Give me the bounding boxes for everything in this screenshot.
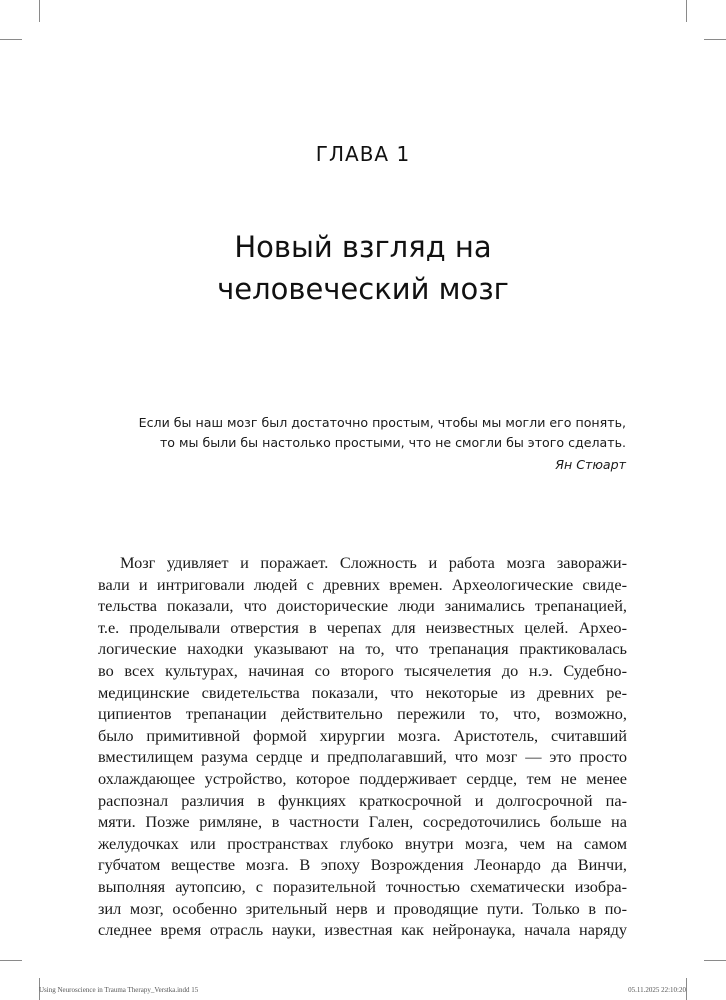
body-line: тельства показали, что доисторические люди занимались трепанацией, xyxy=(98,596,627,616)
body-line: выполняя аутопсию, с поразительной точностью схематически изобра- xyxy=(98,876,627,896)
body-line: следнее время отрасль науки, известная как нейронаука, начала наряду xyxy=(98,920,627,940)
body-line: логические находки указывают на то, что трепанация практиковалась xyxy=(98,639,627,659)
body-line: мяти. Позже римляне, в частности Гален, сосредоточились больше на xyxy=(98,812,627,832)
body-line: губчатом веществе мозга. В эпоху Возрождения Леонардо да Винчи, xyxy=(98,855,627,875)
body-line: охлаждающее устройство, которое поддерживает сердце, тем не менее xyxy=(98,768,627,788)
epigraph xyxy=(100,413,626,475)
epigraph-author: Ян Стюарт xyxy=(555,457,626,472)
body-line: ципиентов трепанации действительно пережили то, что, возможно, xyxy=(98,704,627,724)
crop-mark-left-top xyxy=(0,39,22,40)
body-line: во всех культурах, начиная со второго тысячелетия до н.э. Судебно- xyxy=(98,660,627,680)
chapter-title-line: человеческий мозг xyxy=(217,272,509,306)
footer-file-info: Using Neuroscience in Trauma Therapy_Verstka.indd 15 xyxy=(39,986,199,994)
chapter-label: ГЛАВА 1 xyxy=(315,142,411,166)
body-line: вместилищем разума сердце и предполагавший, что мозг — это просто xyxy=(98,747,627,767)
body-line: т.е. проделывали отверстия в черепах для неизвестных целей. Архео- xyxy=(98,617,627,637)
crop-mark-top-left xyxy=(39,0,40,22)
footer-timestamp: 05.11.2025 22:10:20 xyxy=(628,986,686,994)
crop-mark-bottom-right xyxy=(686,978,687,1000)
body-line: распознал различия в функциях краткосрочной и долгосрочной па- xyxy=(98,790,627,810)
chapter-title xyxy=(0,226,726,310)
crop-mark-right-top xyxy=(704,39,726,40)
body-line: медицинские свидетельства показали, что некоторые из древних ре- xyxy=(98,682,627,702)
body-paragraph xyxy=(98,552,627,941)
body-line: было примитивной формой хирургии мозга. Аристотель, считавший xyxy=(98,725,627,745)
body-line: вали и интриговали людей с древних времен. Археологические свиде- xyxy=(98,574,627,594)
body-line: зил мозг, особенно зрительный нерв и проводящие пути. Только в по- xyxy=(98,898,627,918)
crop-mark-top-right xyxy=(686,0,687,22)
chapter-title-line: Новый взгляд на xyxy=(234,230,492,264)
crop-mark-right-bottom xyxy=(704,960,726,961)
body-line: Мозг удивляет и поражает. Сложность и работа мозга заворажи- xyxy=(120,553,627,572)
epigraph-line: Если бы наш мозг был достаточно простым, чтобы мы могли его понять, xyxy=(138,415,626,430)
body-line: желудочках или пространствах глубоко внутри мозга, чем на самом xyxy=(98,833,627,853)
crop-mark-left-bottom xyxy=(0,960,22,961)
epigraph-line: то мы были бы настолько простыми, что не смогли бы этого сделать. xyxy=(159,435,626,450)
